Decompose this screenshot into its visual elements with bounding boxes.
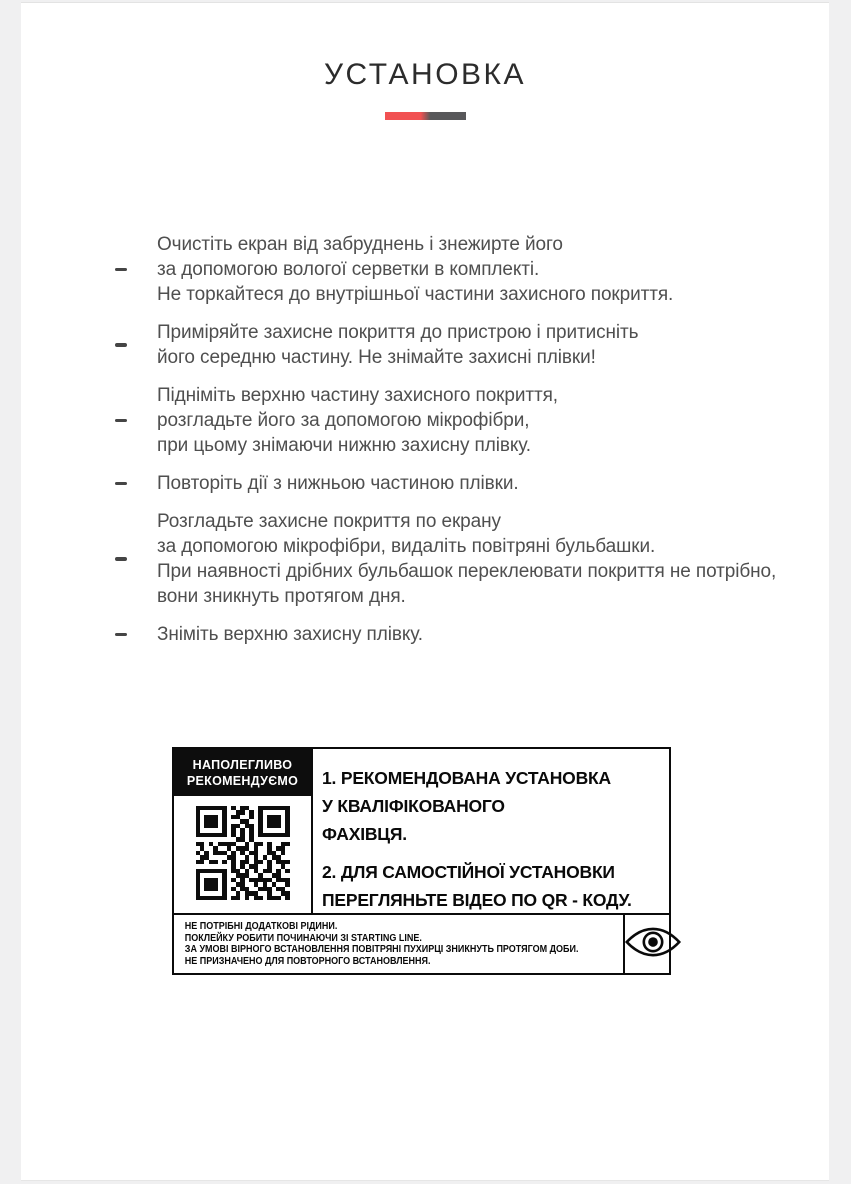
instruction-line: за допомогою вологої серветки в комплекті. [157, 259, 540, 280]
instruction-line: вони зникнуть протягом дня. [157, 586, 406, 607]
instruction-line: його середню частину. Не знімайте захисні плівки! [157, 347, 596, 368]
instruction-card [21, 2, 829, 1181]
instruction-text [157, 320, 638, 370]
qr-code [196, 806, 290, 900]
qr-module [285, 896, 289, 900]
recommendation-item [322, 764, 665, 848]
bullet-dash-icon [115, 557, 127, 561]
instruction-line: при цьому знімаючи нижню захисну плівку. [157, 435, 531, 456]
instruction-item [115, 622, 815, 647]
instruction-text [157, 383, 558, 458]
instruction-line: Не торкайтеся до внутрішньої частини захисного покриття. [157, 284, 674, 305]
recommendation-line: У КВАЛІФІКОВАНОГО [322, 796, 505, 816]
instruction-text [157, 622, 423, 647]
strongly-recommend-badge [174, 749, 311, 796]
recommendation-box-bottom [174, 915, 669, 973]
instruction-line: При наявності дрібних бульбашок переклеювати покриття не потрібно, [157, 561, 777, 582]
note-line: ЗА УМОВІ ВІРНОГО ВСТАНОВЛЕННЯ ПОВІТРЯНІ ПУХИРЦІ ЗНИКНУТЬ ПРОТЯГОМ ДОБИ. [184, 944, 579, 955]
recommendation-box-top [174, 749, 669, 915]
page-title: УСТАНОВКА [323, 58, 527, 91]
recommendation-line: 1. РЕКОМЕНДОВАНА УСТАНОВКА [322, 768, 611, 788]
instruction-item [115, 471, 815, 496]
instruction-text [157, 471, 519, 496]
instruction-line: Приміряйте захисне покриття до пристрою і притисніть [157, 322, 639, 343]
note-line: НЕ ПОТРІБНІ ДОДАТКОВІ РІДИНИ. [184, 921, 338, 932]
notes [174, 915, 578, 973]
recommendation-line: ПЕРЕГЛЯНЬТЕ ВІДЕО ПО QR - КОДУ. [322, 890, 632, 910]
bullet-dash-icon [115, 268, 127, 272]
bullet-dash-icon [115, 419, 127, 423]
instruction-item [115, 232, 815, 307]
recommendation-text [313, 749, 669, 913]
instruction-line: Зніміть верхню захисну плівку. [157, 624, 423, 645]
recommendation-item [322, 858, 665, 914]
instruction-line: Повторіть дії з нижньою частиною плівки. [157, 473, 519, 494]
instruction-list [115, 232, 815, 660]
recommendation-box [172, 747, 671, 975]
badge-line: РЕКОМЕНДУЄМО [186, 773, 299, 788]
badge-line: НАПОЛЕГЛИВО [192, 757, 293, 772]
eye-cell [623, 915, 681, 973]
recommendation-box-left-cell [174, 749, 313, 913]
note-line: НЕ ПРИЗНАЧЕНО ДЛЯ ПОВТОРНОГО ВСТАНОВЛЕННЯ. [184, 955, 431, 967]
instruction-line: Очистіть екран від забруднень і знежирте його [157, 234, 563, 255]
bullet-dash-icon [115, 343, 127, 347]
title-accent-bar [385, 112, 466, 120]
instruction-line: Підніміть верхню частину захисного покриття, [157, 385, 558, 406]
instruction-line: за допомогою мікрофібри, видаліть повітряні бульбашки. [157, 536, 656, 557]
instruction-line: розгладьте його за допомогою мікрофібри, [157, 410, 530, 431]
instruction-text [157, 509, 776, 609]
instruction-text [157, 232, 673, 307]
instruction-item [115, 383, 815, 458]
instruction-item [115, 320, 815, 370]
instruction-item [115, 509, 815, 609]
eye-icon [625, 926, 681, 963]
bullet-dash-icon [115, 633, 127, 637]
note-line: ПОКЛЕЙКУ РОБИТИ ПОЧИНАЮЧИ ЗІ STARTING LINE. [184, 932, 422, 944]
instruction-line: Розгладьте захисне покриття по екрану [157, 511, 501, 532]
recommendation-line: ФАХІВЦЯ. [322, 824, 407, 844]
recommendation-line: 2. ДЛЯ САМОСТІЙНОЇ УСТАНОВКИ [322, 862, 615, 882]
bullet-dash-icon [115, 482, 127, 486]
